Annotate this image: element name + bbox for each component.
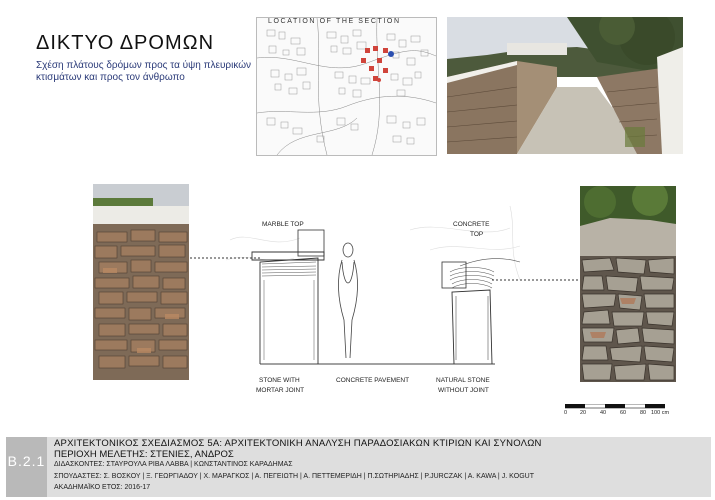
scale-tick-0: 0 xyxy=(564,410,568,416)
instructors: ΔΙΔΑΣΚΟΝΤΕΣ: ΣΤΑΥΡΟΥΛΑ ΡΙΒΑ ΛΑΒΒΑ | ΚΩΝΣΤΑΝΤΙΝΟΣ ΚΑΡΑΔΗΜΑΣ xyxy=(54,461,293,468)
natural-stone-label-2: WITHOUT JOINT xyxy=(438,387,489,394)
stone-mortar-label-2: MORTAR JOINT xyxy=(256,387,305,394)
location-map xyxy=(256,17,437,156)
concrete-top-label-2: TOP xyxy=(470,231,484,238)
study-area: ΠΕΡΙΟΧΗ ΜΕΛΕΤΗΣ: ΣΤΕΝΙΕΣ, ΑΝΔΡΟΣ xyxy=(54,449,234,460)
natural-stone-label-1: NATURAL STONE xyxy=(436,377,490,384)
map-label: LOCATION OF THE SECTION xyxy=(268,18,401,25)
marble-top-label: MARBLE TOP xyxy=(262,221,304,228)
scale-tick-100: 100 cm xyxy=(651,410,670,416)
students: ΣΠΟΥΔΑΣΤΕΣ: Σ. ΒΟΣΚΟΥ | Ξ. ΓΕΩΡΓΙΑΔΟΥ | Χ. ΜΑΡΑΓΚΟΣ | Α. ΠΕΓΕΙΩΤΗ | Α. ΠΕΤΤΕΜΕΡΙΔΗ | Π.ΣΩΤΗΡΙΑΔΗΣ | P.JURCZAK | A. KAWA | J. KOGUT xyxy=(54,473,534,480)
page-subtitle: Σχέση πλάτους δρόμων προς τα ύψη πλευρικών κτισμάτων και προς τον άνθρωπο xyxy=(36,60,252,83)
course-title: ΑΡΧΙΤΕΚΤΟΝΙΚΟΣ ΣΧΕΔΙΑΣΜΟΣ 5Α: ΑΡΧΙΤΕΚΤΟΝΙΚΗ ΑΝΑΛΥΣΗ ΠΑΡΑΔΟΣΙΑΚΩΝ ΚΤΙΡΙΩΝ ΚΑΙ ΣΥΝΟΛΩΝ xyxy=(54,438,542,449)
alley-photo xyxy=(447,17,683,154)
scale-tick-60: 60 xyxy=(620,410,627,416)
dry-stone-wall-photo xyxy=(580,186,676,382)
sheet-code: B.2.1 xyxy=(7,453,46,469)
street-section-drawing xyxy=(190,200,580,400)
concrete-top-label-1: CONCRETE xyxy=(453,221,490,228)
page-title: ΔΙΚΤΥΟ ΔΡΟΜΩΝ xyxy=(36,32,215,54)
scale-tick-20: 20 xyxy=(580,410,587,416)
academic-year: ΑΚΑΔΗΜΑΪΚΟ ΕΤΟΣ: 2016-17 xyxy=(54,484,151,491)
stone-wall-mortar-photo xyxy=(93,184,189,380)
map-drawing xyxy=(257,18,436,155)
stone-mortar-label-1: STONE WITH xyxy=(259,377,300,384)
scale-tick-40: 40 xyxy=(600,410,607,416)
scale-tick-80: 80 xyxy=(640,410,647,416)
concrete-pavement-label: CONCRETE PAVEMENT xyxy=(336,377,410,384)
